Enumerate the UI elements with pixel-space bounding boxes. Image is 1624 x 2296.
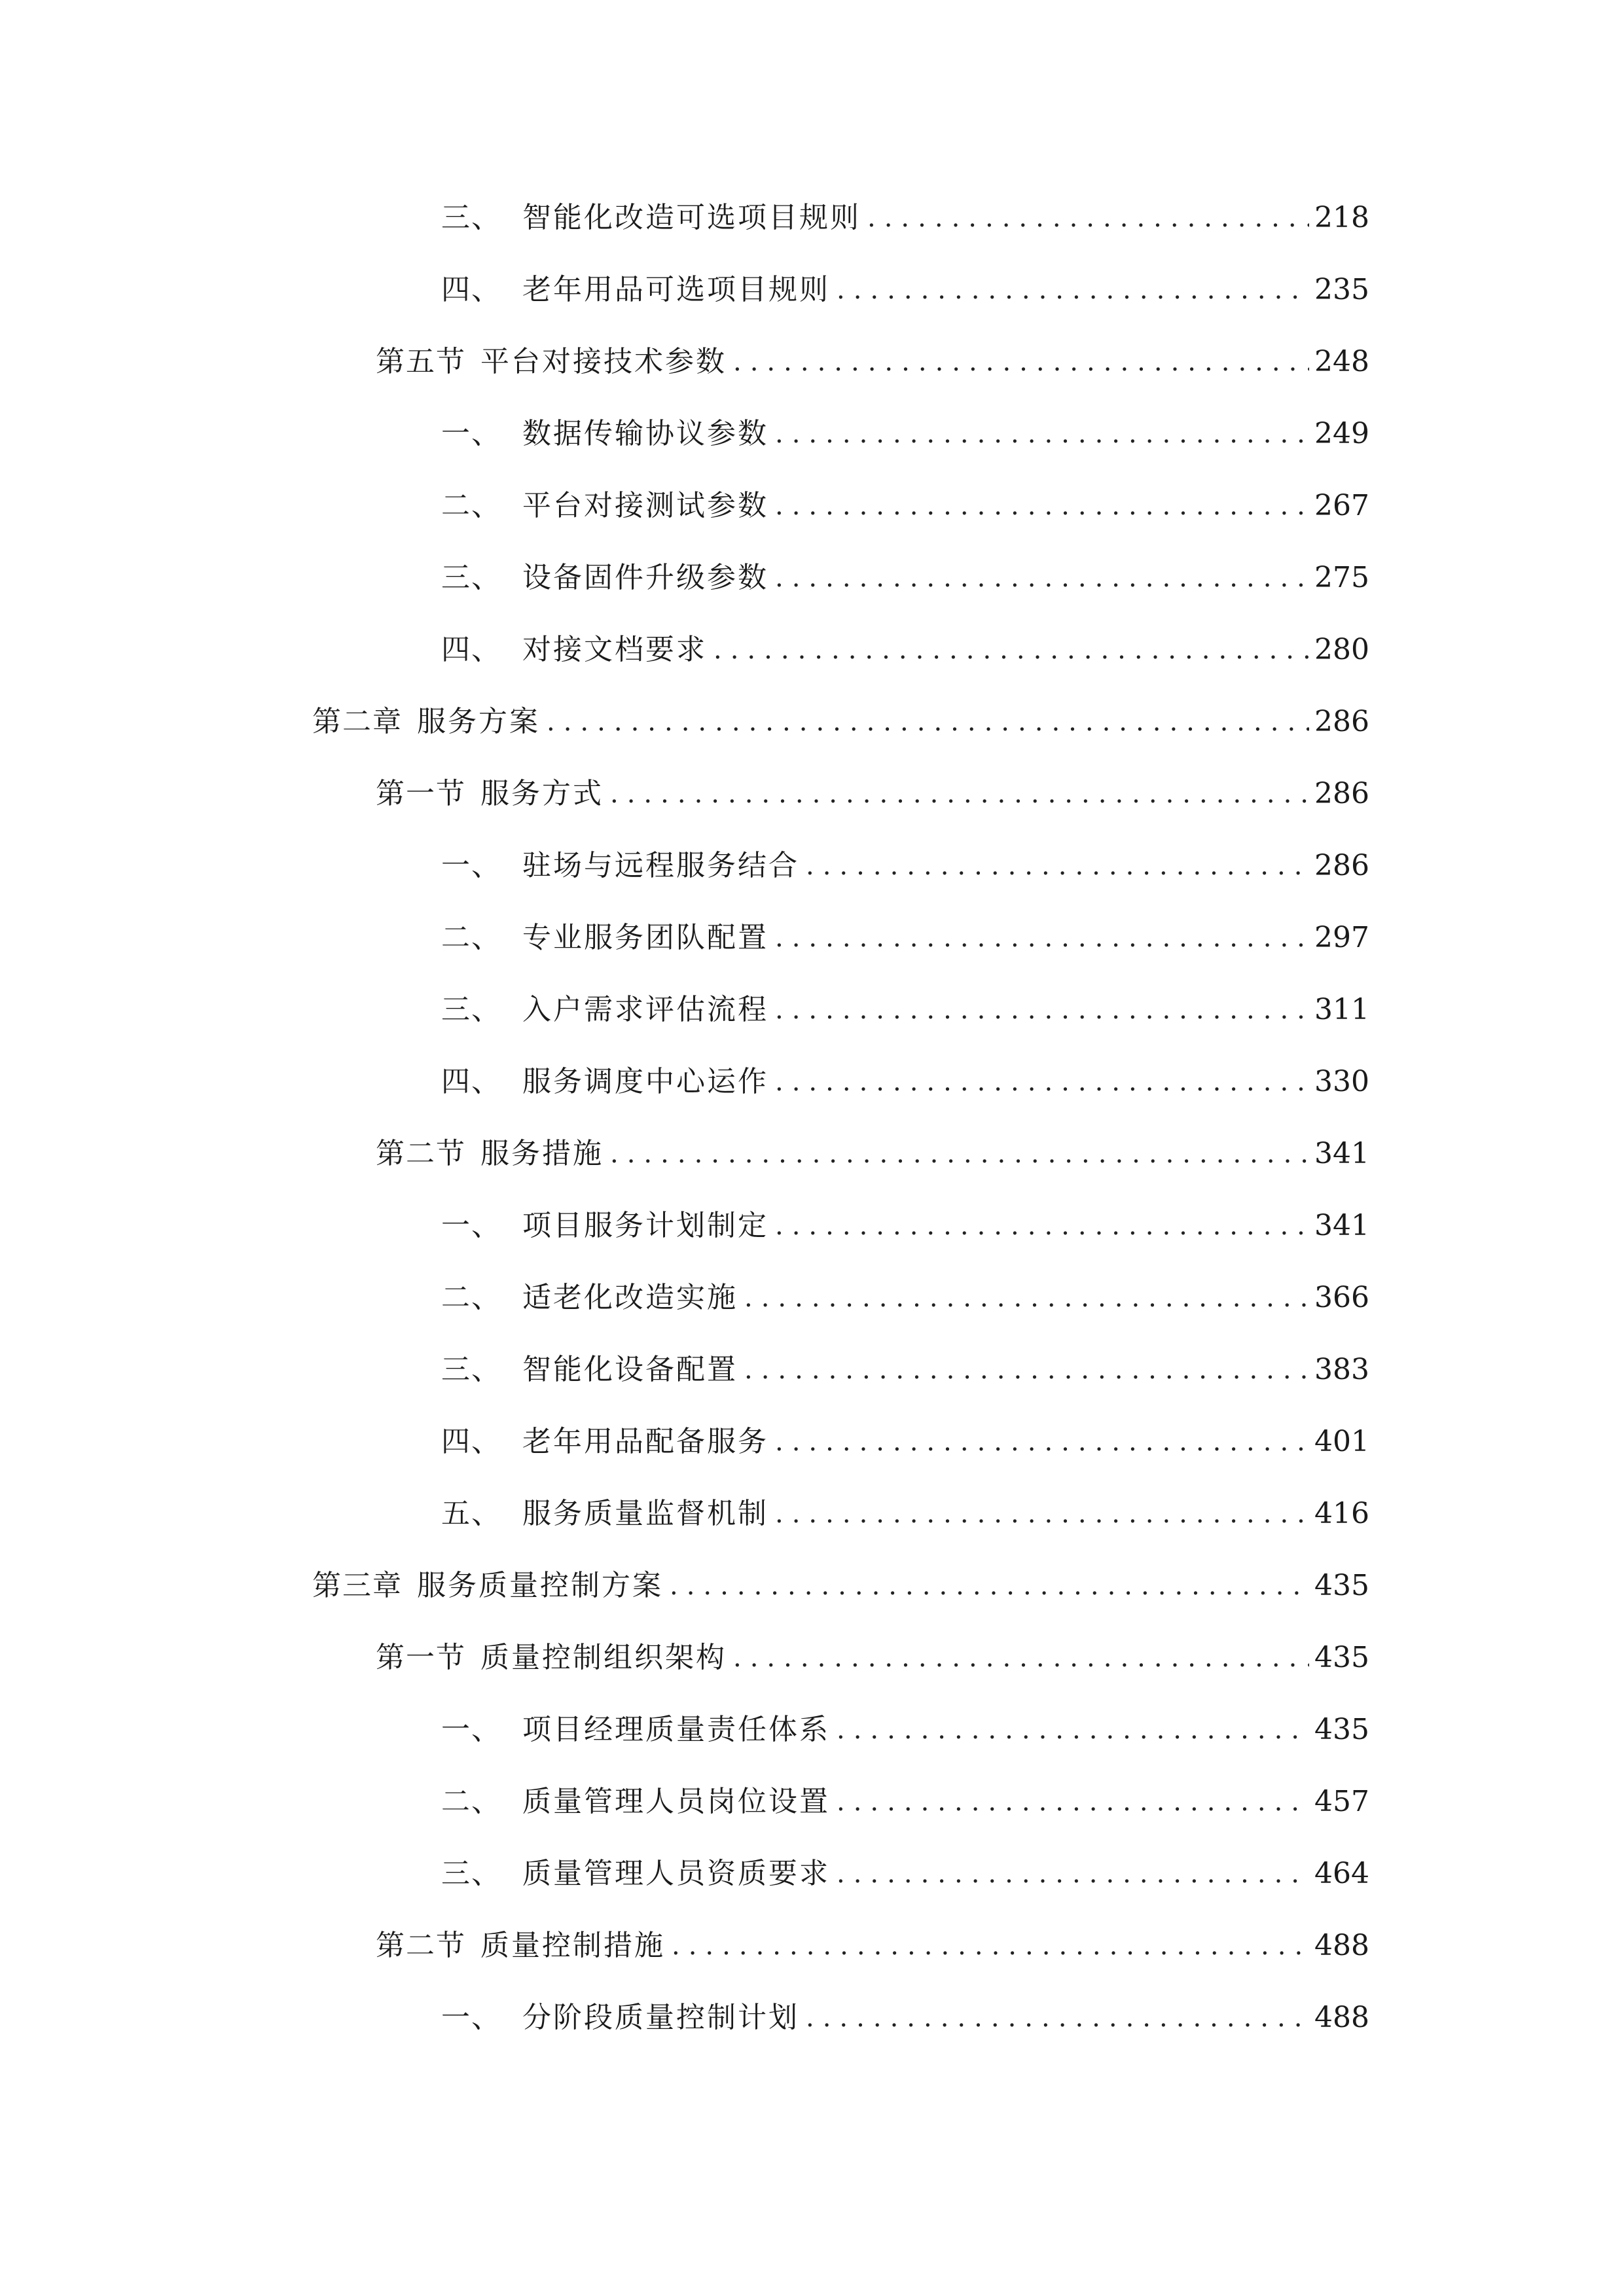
dot-leader (806, 1995, 1309, 2041)
toc-entry-page-number: 457 (1314, 1785, 1369, 1818)
toc-entry-prefix: 第二节 (376, 1929, 466, 1962)
toc-entry-page-number: 435 (1314, 1641, 1369, 1674)
toc-entry-title: 驻场与远程服务结合 (522, 849, 799, 882)
toc-entry-page-number: 286 (1314, 777, 1369, 810)
toc-entry-title: 服务质量监督机制 (522, 1497, 768, 1530)
toc-entry[interactable] (441, 915, 1369, 961)
toc-entry-prefix: 三、 (441, 1857, 501, 1890)
dot-leader (775, 411, 1309, 457)
toc-entry-page-number: 218 (1314, 201, 1369, 234)
toc-entry-page-number: 311 (1314, 993, 1369, 1026)
toc-entry-title: 项目经理质量责任体系 (522, 1713, 830, 1746)
toc-entry-title: 项目服务计划制定 (522, 1209, 768, 1242)
toc-entry-page-number: 416 (1314, 1497, 1369, 1530)
dot-leader (775, 555, 1309, 601)
toc-entry-title: 老年用品配备服务 (522, 1425, 768, 1458)
toc-entry-page-number: 464 (1314, 1857, 1369, 1890)
toc-entry-prefix: 三、 (441, 993, 501, 1026)
toc-entry-page-number: 341 (1314, 1137, 1369, 1170)
toc-entry-title: 服务质量控制方案 (417, 1569, 663, 1602)
toc-entry[interactable] (312, 699, 1369, 745)
toc-entry-page-number: 366 (1314, 1281, 1369, 1314)
toc-entry-page-number: 235 (1314, 273, 1369, 306)
toc-entry-prefix: 第一节 (376, 777, 466, 810)
toc-entry-prefix: 四、 (441, 1065, 501, 1098)
dot-leader (775, 483, 1309, 529)
toc-entry[interactable] (376, 1923, 1369, 1969)
toc-entry[interactable] (441, 987, 1369, 1033)
toc-entry-title: 入户需求评估流程 (522, 993, 768, 1026)
toc-entry[interactable] (441, 411, 1369, 457)
toc-entry-page-number: 401 (1314, 1425, 1369, 1458)
dot-leader (775, 1419, 1309, 1465)
toc-entry-page-number: 275 (1314, 561, 1369, 594)
dot-leader (670, 1563, 1309, 1609)
toc-entry[interactable] (441, 1203, 1369, 1249)
toc-entry-title: 适老化改造实施 (522, 1281, 738, 1314)
toc-entry-prefix: 第三章 (312, 1569, 403, 1602)
toc-entry-page-number: 286 (1314, 849, 1369, 882)
toc-entry-title: 服务方式 (480, 777, 604, 810)
toc-entry[interactable] (441, 1419, 1369, 1465)
toc-entry[interactable] (441, 1707, 1369, 1753)
toc-entry-page-number: 488 (1314, 2001, 1369, 2034)
toc-entry[interactable] (441, 627, 1369, 673)
toc-entry-title: 平台对接技术参数 (480, 345, 727, 378)
toc-entry-prefix: 三、 (441, 201, 501, 234)
toc-entry-page-number: 435 (1314, 1713, 1369, 1746)
dot-leader (610, 1131, 1309, 1177)
toc-entry-title: 服务方案 (417, 705, 540, 738)
toc-entry-page-number: 248 (1314, 345, 1369, 378)
toc-entry[interactable] (376, 1131, 1369, 1177)
toc-entry[interactable] (441, 1275, 1369, 1321)
dot-leader (837, 1779, 1309, 1825)
toc-entry-title: 对接文档要求 (522, 633, 707, 666)
dot-leader (867, 195, 1309, 241)
toc-entry-title: 数据传输协议参数 (522, 417, 768, 450)
toc-entry-title: 平台对接测试参数 (522, 489, 768, 522)
toc-entry-page-number: 249 (1314, 417, 1369, 450)
toc-entry-prefix: 二、 (441, 921, 501, 954)
toc-entry[interactable] (441, 555, 1369, 601)
toc-entry-prefix: 第一节 (376, 1641, 466, 1674)
toc-entry-prefix: 一、 (441, 1713, 501, 1746)
toc-entry-prefix: 一、 (441, 849, 501, 882)
toc-entry-title: 智能化改造可选项目规则 (522, 201, 861, 234)
toc-entry[interactable] (441, 1491, 1369, 1537)
toc-entry-prefix: 三、 (441, 1353, 501, 1386)
dot-leader (775, 1491, 1309, 1537)
toc-entry-title: 质量管理人员岗位设置 (522, 1785, 830, 1818)
toc-entry-prefix: 二、 (441, 1281, 501, 1314)
toc-entry-title: 服务措施 (480, 1137, 604, 1170)
toc-entry-page-number: 286 (1314, 705, 1369, 738)
toc-entry[interactable] (441, 1059, 1369, 1105)
toc-entry-prefix: 第二章 (312, 705, 403, 738)
dot-leader (775, 915, 1309, 961)
toc-entry-title: 专业服务团队配置 (522, 921, 768, 954)
toc-entry[interactable] (312, 1563, 1369, 1609)
dot-leader (672, 1923, 1309, 1969)
dot-leader (610, 771, 1309, 817)
toc-entry-prefix: 二、 (441, 489, 501, 522)
toc-entry-title: 质量控制措施 (480, 1929, 665, 1962)
toc-entry-prefix: 五、 (441, 1497, 501, 1530)
toc-entry-page-number: 267 (1314, 489, 1369, 522)
toc-entry-prefix: 四、 (441, 633, 501, 666)
toc-entry[interactable] (441, 843, 1369, 889)
toc-entry[interactable] (376, 1635, 1369, 1681)
dot-leader (837, 267, 1309, 313)
toc-entry-prefix: 四、 (441, 1425, 501, 1458)
dot-leader (775, 1203, 1309, 1249)
toc-entry-prefix: 第五节 (376, 345, 466, 378)
toc-entry-title: 服务调度中心运作 (522, 1065, 768, 1098)
toc-entry-title: 设备固件升级参数 (522, 561, 768, 594)
toc-entry[interactable] (441, 1851, 1369, 1897)
dot-leader (806, 843, 1309, 889)
dot-leader (733, 339, 1309, 385)
dot-leader (713, 627, 1309, 673)
toc-entry-prefix: 一、 (441, 1209, 501, 1242)
toc-entry-prefix: 一、 (441, 2001, 501, 2034)
toc-entry-title: 智能化设备配置 (522, 1353, 738, 1386)
toc-entry-title: 分阶段质量控制计划 (522, 2001, 799, 2034)
toc-entry-page-number: 330 (1314, 1065, 1369, 1098)
toc-entry-page-number: 280 (1314, 633, 1369, 666)
toc-entry[interactable] (441, 1779, 1369, 1825)
dot-leader (733, 1635, 1309, 1681)
toc-entry[interactable] (441, 195, 1369, 241)
dot-leader (744, 1275, 1309, 1321)
toc-entry[interactable] (376, 771, 1369, 817)
toc-entry-title: 质量管理人员资质要求 (522, 1857, 830, 1890)
dot-leader (744, 1347, 1309, 1393)
toc-entry-page-number: 383 (1314, 1353, 1369, 1386)
toc-entry[interactable] (441, 1347, 1369, 1393)
toc-entry-page-number: 341 (1314, 1209, 1369, 1242)
toc-entry-prefix: 二、 (441, 1785, 501, 1818)
toc-entry[interactable] (441, 483, 1369, 529)
dot-leader (837, 1851, 1309, 1897)
dot-leader (547, 699, 1309, 745)
toc-entry-prefix: 第二节 (376, 1137, 466, 1170)
toc-entry-title: 质量控制组织架构 (480, 1641, 727, 1674)
dot-leader (837, 1707, 1309, 1753)
toc-entry-page-number: 297 (1314, 921, 1369, 954)
toc-entry-page-number: 488 (1314, 1929, 1369, 1962)
toc-entry-page-number: 435 (1314, 1569, 1369, 1602)
toc-entry[interactable] (441, 267, 1369, 313)
toc-entry[interactable] (441, 1995, 1369, 2041)
toc-entry[interactable] (376, 339, 1369, 385)
toc-entry-title: 老年用品可选项目规则 (522, 273, 830, 306)
toc-entry-prefix: 一、 (441, 417, 501, 450)
toc-entry-prefix: 四、 (441, 273, 501, 306)
toc-entry-prefix: 三、 (441, 561, 501, 594)
dot-leader (775, 987, 1309, 1033)
dot-leader (775, 1059, 1309, 1105)
